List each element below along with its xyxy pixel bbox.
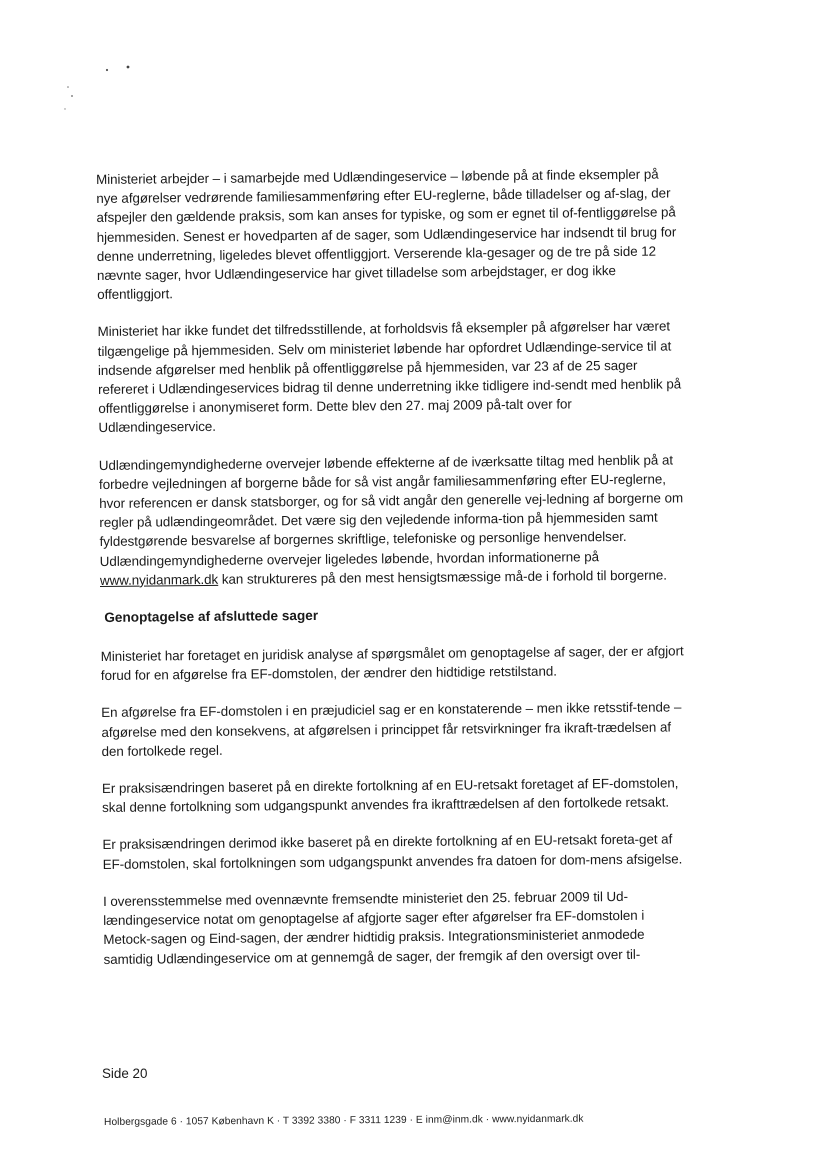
paragraph: En afgørelse fra EF-domstolen i en præjudiciel sag er en konstaterende – men ikke retsstif-tende – afgørelse med den konsekvens, at afgørelsen i princippet får retsvirkninger fra ikraft-trædelsen af den fortolkede regel. [101,699,682,759]
section-heading: Genoptagelse af afsluttede sager [104,607,319,626]
paragraph: Er praksisændringen baseret på en direkte fortolkning af en EU-retsakt foretaget af EF-domstolen, skal denne fortolkning som udgangspunkt anvendes fra ikrafttrædelsen af den fortolkede retsakt. [101,775,679,816]
page-number: Side 20 [102,1066,148,1081]
paragraph: Er praksisændringen derimod ikke baseret på en direkte fortolkning af en EU-retsakt foreta-get af EF-domstolen, skal fortolkningen som udgangspunkt anvendes fra datoen for dom-mens afsigelse. [102,831,683,872]
paragraph: Ministeriet har foretaget en juridisk analyse af spørgsmålet om genoptagelse af sager, der er afgjort forud for en afgørelse fra EF-domstolen, der ændrer den hidtidige retstilstand. [100,643,684,684]
paragraph-text: kan struktureres på den mest hensigtsmæssige må-de i forhold til borgerne. [218,567,668,587]
footer-address: Holbergsgade 6 · 1057 København K · T 3392 3380 · F 3311 1239 · E inm@inm.dk · www.nyidanmark.dk [104,1113,584,1128]
paragraph: Ministeriet har ikke fundet det tilfredsstillende, at forholdsvis få eksempler på afgørelser har været tilgængelige på hjemmesiden. Selv om ministeriet løbende har opfordret Udlændinge-service til at indsende afgørelser med henblik på offentliggørelse på hjemmesiden, var 23 af de 25 sager refereret i Udlændingeservices bidrag til denne underretning ikke tidligere ind-sendt med henblik på offentliggørelse i anonymiseret form. Dette blev den 27. maj 2009 på-talt over for Udlændingeservice. [97,318,682,436]
scan-specks [60,60,150,120]
paragraph-text: Udlændingemyndighederne overvejer løbende effekterne af de iværksatte tiltag med henblik på at forbedre vejledningen af borgerne både for så vist angår familiesammenføring efter EU-reglerne, hvor referencen er dansk statsborger, og for så vidt angår den generelle vej-ledning af borgerne om regler på udlændingeområdet. Det være sig den vejledende informa-tion på hjemmesiden samt fyldestgørende besvarelse af borgernes skriftlige, telefoniske og personlige henvendelser. Udlændingemyndighederne overvejer ligeledes løbende, hvordan informationerne på [98,452,684,569]
body-text [96,164,689,986]
paragraph: Ministeriet arbejder – i samarbejde med Udlændingeservice – løbende på at finde eksempler på nye afgørelser vedrørende familiesammenføring efter EU-reglerne, både tilladelser og af-slag, der afspejler den gældende praksis, som kan anses for typiske, og som er egnet til of-fentliggørelse på hjemmesiden. Senest er hovedparten af de sager, som Udlændingeservice har indsendt til brug for denne underretning, ligeledes blevet offentliggjort. Verserende kla-gesager og de tre på side 12 nævnte sager, hvor Udlændingeservice har givet tilladelse som arbejdstager, er dog ikke offentliggjort. [96,166,677,303]
paragraph: I overensstemmelse med ovennævnte fremsendte ministeriet den 25. februar 2009 til Ud-lændingeservice notat om genoptagelse af afgjorte sager efter afgørelser fra EF-domstolen i Metock-sagen og Eind-sagen, der ændrer hidtidig praksis. Integrationsministeriet anmodede samtidig Udlændingeservice om at gennemgå de sager, der fremgik af den oversigt over til- [102,888,645,967]
website-link[interactable]: www.nyidanmark.dk [99,571,219,588]
paragraph-with-link [99,450,685,590]
